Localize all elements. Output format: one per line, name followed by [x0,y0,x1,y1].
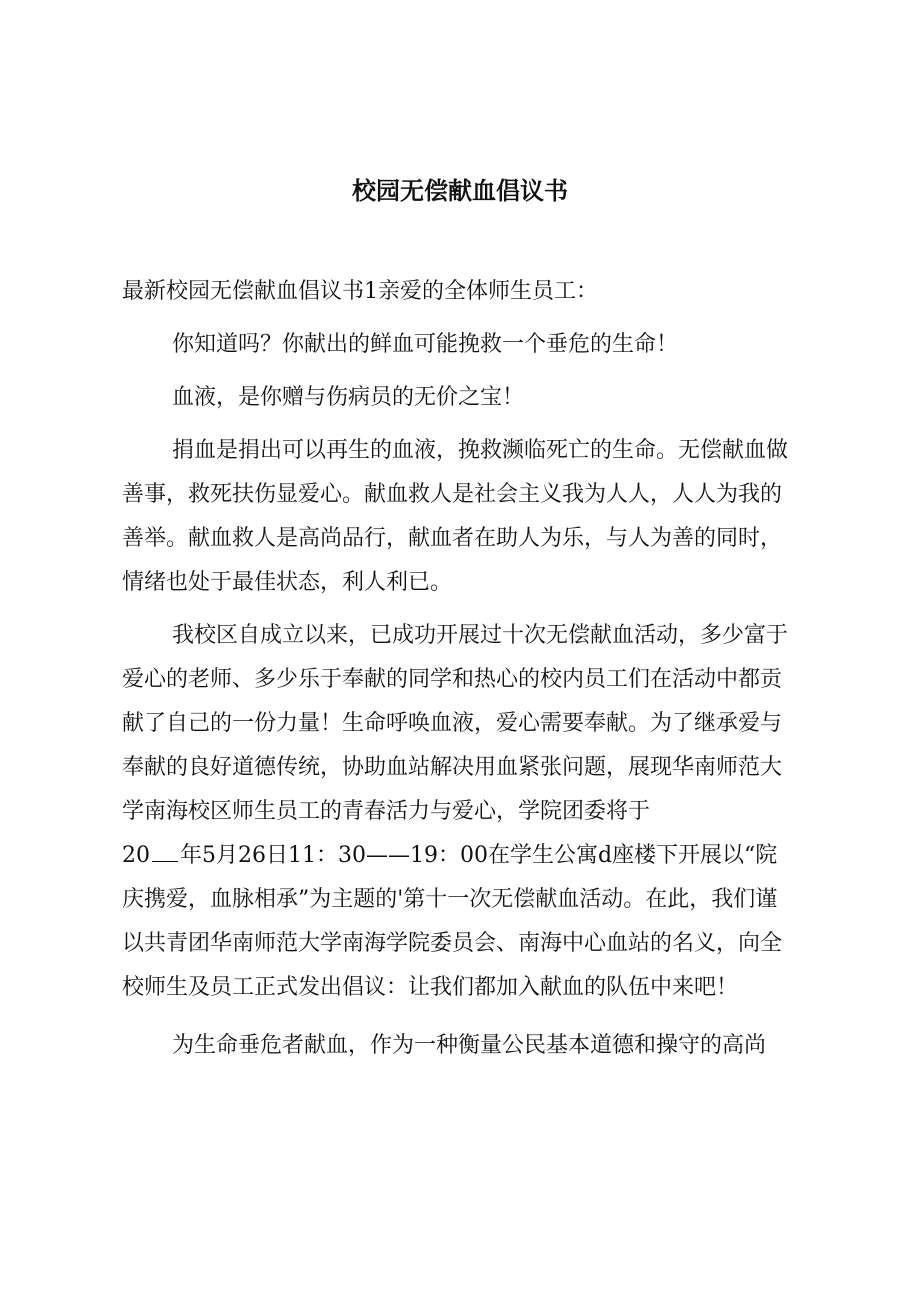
greeting-paragraph: 最新校园无偿献血倡议书1亲爱的全体师生员工： [122,279,598,304]
paragraph-question: 你知道吗？你献出的鲜血可能挽救一个垂危的生命！ [172,332,679,357]
paragraph-closing: 为生命垂危者献血，作为一种衡量公民基本道德和操守的高尚 [172,1033,767,1058]
event-details-text: 年5月26日11：30——19：00在学生公寓d座楼下开展以“院庆携爱，血脉相承”为主题的'第十一次无偿献血活动。在此，我们谨以共青团华南师范大学南海学院委员会、南海中心血站的名义，向全校师生及员工正式发出倡议：让我们都加入献血的队伍中来吧！ [122,843,783,1000]
paragraph-blood-treasure: 血液，是你赠与伤病员的无价之宝！ [172,385,525,410]
paragraph-campus-history-text: 我校区自成立以来，已成功开展过十次无偿献血活动，多少富于爱心的老师、多少乐于奉献的同学和热心的校内员工们在活动中都贡献了自己的一份力量！生命呼唤血液，爱心需要奉献。为了继承爱与奉献的良好道德传统，协助血站解决用血紧张问题，展现华南师范大学南海校区师生员工的青春活力与爱心，学院团委将于 [122,623,789,824]
document-title: 校园无偿献血倡议书 [352,176,568,205]
paragraph-event-details [122,834,798,1010]
year-prefix: 20 [122,843,150,868]
paragraph-campus-history [122,614,798,834]
document-body [122,270,798,1077]
year-blank [152,843,178,862]
paragraph-donation-meaning: 捐血是捐出可以再生的血液，挽救濒临死亡的生命。无偿献血做善事，救死扶伤显爱心。献血救人是社会主义我为人人，人人为我的善举。献血救人是高尚品行，献血者在助人为乐，与人为善的同时，情绪也处于最佳状态，利人利已。 [122,438,789,595]
